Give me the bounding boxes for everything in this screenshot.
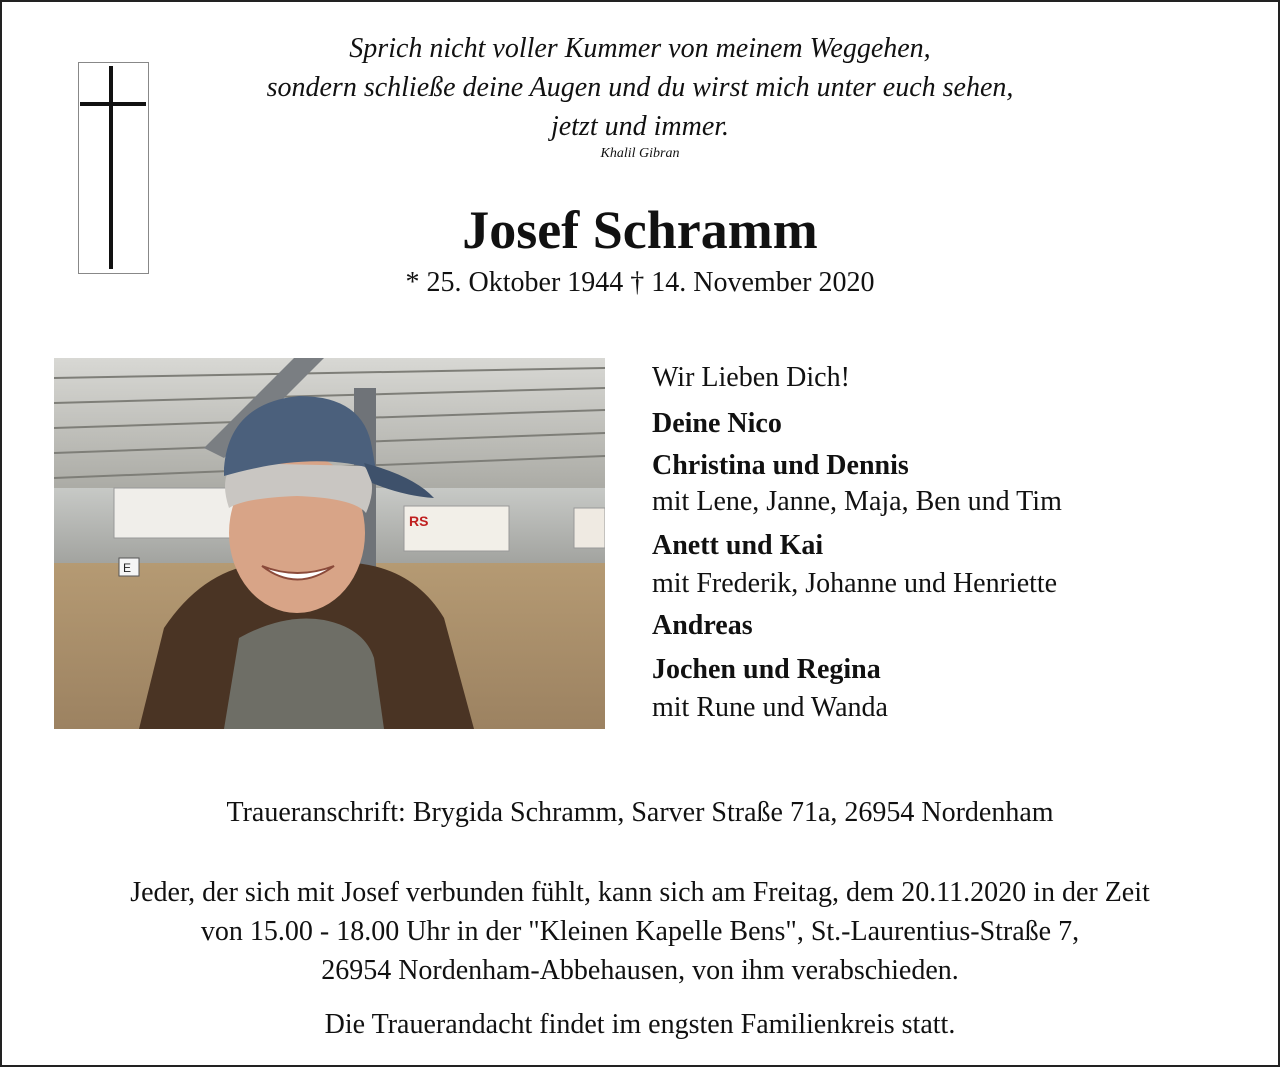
- family-member-name: Andreas: [652, 610, 753, 641]
- farewell-line-1: Jeder, der sich mit Josef verbunden fühlt, kann sich am Freitag, dem 20.11.2020 in der Zeit: [130, 877, 1150, 908]
- quote-author: Khalil Gibran: [600, 146, 680, 161]
- family-heading: Wir Lieben Dich!: [652, 362, 850, 393]
- family-member-name: Anett und Kai: [652, 530, 824, 561]
- life-dates: * 25. Oktober 1944 † 14. November 2020: [405, 267, 875, 298]
- svg-text:E: E: [123, 561, 132, 575]
- farewell-line-3: 26954 Nordenham-Abbehausen, von ihm verabschieden.: [321, 955, 959, 986]
- farewell-line-2: von 15.00 - 18.00 Uhr in der "Kleinen Kapelle Bens", St.-Laurentius-Straße 7,: [200, 916, 1080, 947]
- family-member-children: mit Frederik, Johanne und Henriette: [652, 568, 1058, 599]
- mourning-address: Traueranschrift: Brygida Schramm, Sarver Straße 71a, 26954 Nordenham: [226, 797, 1054, 828]
- family-member-name: Deine Nico: [652, 408, 782, 439]
- svg-text:RS: RS: [409, 513, 429, 529]
- family-member-name: Christina und Dennis: [652, 450, 909, 481]
- closing-note: Die Trauerandacht findet im engsten Familienkreis statt.: [324, 1009, 956, 1040]
- family-member-name: Jochen und Regina: [652, 654, 881, 685]
- quote-line-3: jetzt und immer.: [550, 111, 730, 142]
- family-member-children: mit Rune und Wanda: [652, 692, 888, 723]
- quote-line-1: Sprich nicht voller Kummer von meinem Weggehen,: [349, 33, 931, 64]
- quote-line-2: sondern schließe deine Augen und du wirst mich unter euch sehen,: [266, 72, 1014, 103]
- family-list: [652, 358, 1252, 728]
- portrait-photo: [54, 358, 605, 729]
- deceased-name: Josef Schramm: [462, 200, 818, 260]
- family-member-children: mit Lene, Janne, Maja, Ben und Tim: [652, 486, 1062, 517]
